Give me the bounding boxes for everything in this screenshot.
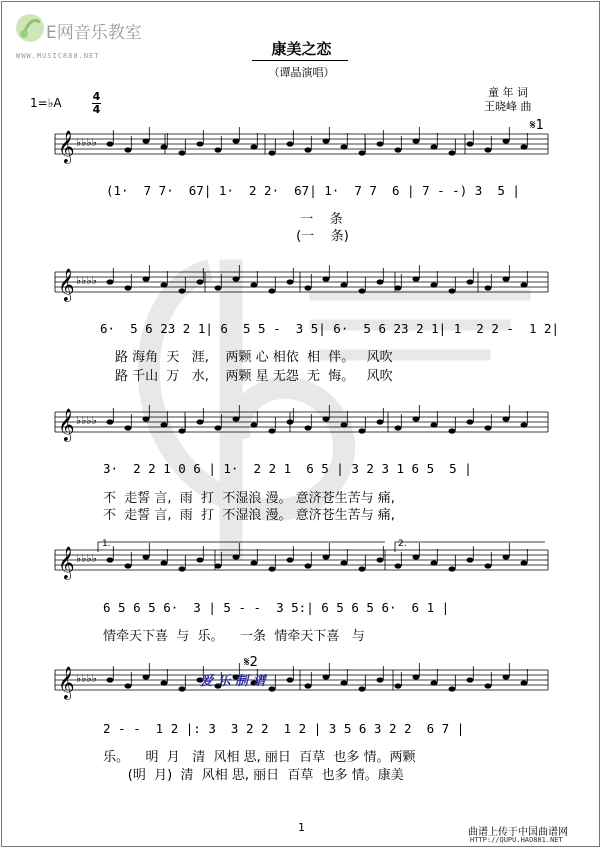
note [359,150,366,155]
treble-clef-icon: 𝄞 [58,408,75,441]
meter-bottom: 4 [92,103,101,116]
note [377,677,384,682]
note [125,563,132,568]
note [233,138,240,143]
note [305,683,312,688]
note [359,428,366,433]
note [269,566,276,571]
note [341,282,348,287]
note [161,680,168,685]
note [287,279,294,284]
note [179,288,186,293]
note [521,282,528,287]
jianpu-row-1: (1· 7 7· 67| 1· 2 2· 67| 1· 7 7 6 | 7 - -) 3 5 | [106,183,520,198]
staff-1 [55,127,548,164]
arranger-stamp: 爱 乐 制 谱 [200,674,266,689]
note [449,288,456,293]
note [143,416,150,421]
note [359,686,366,691]
note [431,560,438,565]
treble-clef-icon: 𝄞 [58,130,75,163]
note [377,557,384,562]
note [521,144,528,149]
note [251,422,258,427]
note [269,150,276,155]
jianpu-row-5: 2 - - 1 2 |: 3 3 2 2 1 2 | 3 5 6 3 2 2 6 7 | [103,721,465,736]
flat-icon: ♭♭♭♭ [76,136,97,149]
staff-3 [55,405,548,442]
note [287,419,294,424]
note [503,416,510,421]
staff-5 [55,663,548,700]
note [179,428,186,433]
flat-icon: ♭♭♭♭ [76,274,97,287]
note [341,422,348,427]
jianpu-row-4: 6 5 6 5 6· 3 | 5 - - 3 5:| 6 5 6 5 6· 6 1 | [103,600,450,615]
jianpu-row-3: 3· 2 2 1 0 6 | 1· 2 2 1 6 5 | 3 2 3 1 6 5 5 | [103,461,472,476]
singer: （谭晶演唱） [268,66,335,79]
note [143,674,150,679]
lyrics-row-3b: 不 走誓 言, 雨 打 不湿浪 漫。 意济苍生苦与 痛, [103,508,395,523]
note [179,150,186,155]
note [377,419,384,424]
lyrics-row-5b: (明 月) 清 风相 思, 丽日 百草 也多 情。康美 [103,768,404,783]
note [359,288,366,293]
note [215,425,222,430]
site-name: E网音乐教室 [46,23,142,43]
note [449,686,456,691]
lyrics-row-2a: 路 海角 天 涯, 两颗 心 相依 相 伴。 风吹 [115,350,393,365]
note [143,138,150,143]
segno-2: 𝄋2 [244,655,258,670]
flat-icon: ♭♭♭♭ [76,552,97,565]
note [161,422,168,427]
note [251,560,258,565]
note [107,419,114,424]
note [485,683,492,688]
note [287,677,294,682]
note [485,563,492,568]
note [305,147,312,152]
note [287,557,294,562]
note [341,560,348,565]
note [179,566,186,571]
lyricist: 童 年 词 [488,86,528,99]
flat-icon: ♭♭♭♭ [76,414,97,427]
note [323,554,330,559]
note [503,674,510,679]
staff-2 [55,265,548,302]
note [143,276,150,281]
note [269,686,276,691]
lyrics-row-4a: 情牵天下喜 与 乐。 一条 情牵天下喜 与 [103,629,365,644]
note [125,285,132,290]
note [323,276,330,281]
note [305,563,312,568]
site-url: WWW.MUSIC888.NET [16,52,100,60]
note [503,138,510,143]
treble-clef-icon: 𝄞 [58,268,75,301]
volta-2: 2. [398,539,407,549]
note [125,425,132,430]
note [125,147,132,152]
footer-source: 曲谱上传于中国曲谱网 [468,827,568,838]
note [161,144,168,149]
lyrics-row-1a: 一 条 [106,212,343,227]
note [503,554,510,559]
lyrics-row-2b: 路 千山 万 水, 两颗 星 无怨 无 悔。 风吹 [115,369,393,384]
note [467,677,474,682]
note [197,557,204,562]
key-signature: 1=♭A [30,96,62,110]
note [107,141,114,146]
note [323,674,330,679]
note [521,560,528,565]
note [251,282,258,287]
note [107,279,114,284]
note [197,141,204,146]
flat-icon: ♭♭♭♭ [76,672,97,685]
note [215,563,222,568]
lyrics-row-5a: 乐。 明 月 清 风相 思, 丽日 百草 也多 情。两颗 [103,750,416,765]
jianpu-row-2: 6· 5 6 23 2 1| 6 5 5 - 3 5| 6· 5 6 23 2 1| 1 2 2 - 1 2| [100,321,560,336]
note [323,416,330,421]
note [269,428,276,433]
note [467,557,474,562]
footer-url: HTTP://QUPU.HAO881.NET [470,836,563,844]
note [233,416,240,421]
note [377,141,384,146]
treble-clef-icon: 𝄞 [58,546,75,579]
note [395,147,402,152]
lyrics-row-3a: 不 走誓 言, 雨 打 不湿浪 漫。 意济苍生苦与 痛, [103,491,395,506]
lyrics-row-1b: (一 条) [106,229,349,244]
note [197,279,204,284]
note [431,422,438,427]
note [449,566,456,571]
note [269,288,276,293]
note [305,285,312,290]
note [431,282,438,287]
note [485,147,492,152]
page-number: 1 [298,821,305,834]
composer: 王晓峰 曲 [484,100,532,113]
note [521,680,528,685]
note [215,147,222,152]
note [521,422,528,427]
note [413,276,420,281]
note [341,680,348,685]
note [395,683,402,688]
note [467,141,474,146]
note [251,144,258,149]
note [485,425,492,430]
note [143,554,150,559]
note [107,557,114,562]
note [161,560,168,565]
note [233,554,240,559]
treble-clef-icon: 𝄞 [58,666,75,699]
note [413,674,420,679]
note [431,680,438,685]
note [413,138,420,143]
note [395,425,402,430]
note [485,285,492,290]
note [107,677,114,682]
note [449,150,456,155]
note [359,566,366,571]
note [197,419,204,424]
note [161,282,168,287]
note [125,683,132,688]
song-title: 康美之恋 [271,40,332,58]
note [431,144,438,149]
meter-top: 4 [92,90,101,103]
note [503,276,510,281]
note [179,686,186,691]
note [395,563,402,568]
note [413,416,420,421]
note [449,428,456,433]
note [341,144,348,149]
volta-1: 1. [102,539,111,549]
staff-4 [55,543,548,580]
note [323,138,330,143]
note [215,285,222,290]
note [413,554,420,559]
segno-1: 𝄋1 [530,118,544,133]
note [305,425,312,430]
note [395,285,402,290]
note [233,276,240,281]
note [467,419,474,424]
note [377,279,384,284]
note [467,279,474,284]
note [287,141,294,146]
